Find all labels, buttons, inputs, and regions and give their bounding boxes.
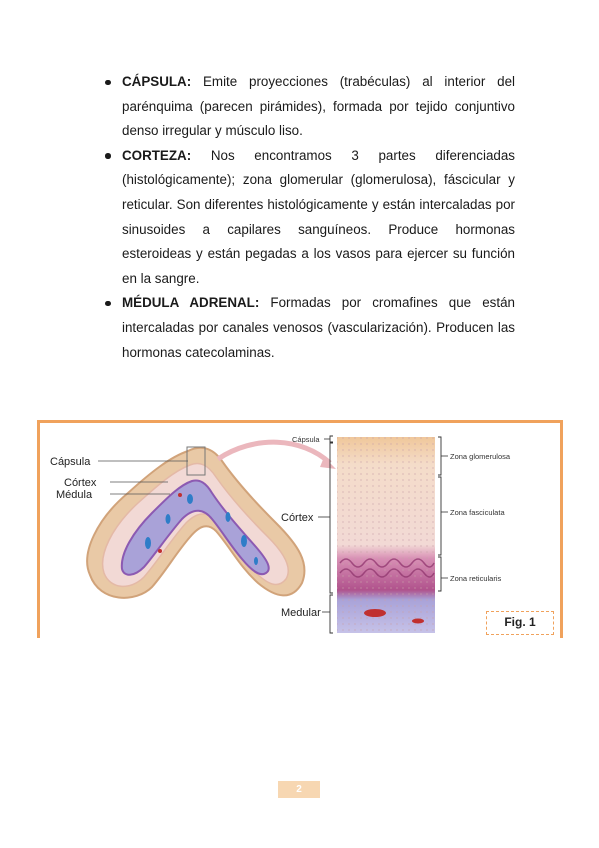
label-medula-left: Médula: [56, 489, 93, 501]
bullet-dot: [105, 301, 111, 307]
bracket-capsula: [330, 436, 333, 442]
medullary-vessel: [412, 619, 424, 624]
vessel: [178, 493, 182, 497]
vein: [226, 512, 231, 522]
bullet-text: Emite proyecciones (trabéculas) al interior del parénquima (parecen pirámides), formada por tejido conjuntivo denso irregular y músculo liso.: [122, 74, 515, 139]
bracket-fasciculata: [438, 477, 441, 555]
figure-caption: Fig. 1: [486, 611, 554, 635]
page-number: 2: [278, 781, 320, 798]
adrenal-figure: [37, 420, 563, 638]
label-zona-glomerulosa: Zona glomerulosa: [450, 452, 511, 461]
vein: [187, 494, 193, 504]
bullet-medula: [102, 291, 515, 365]
bracket-glomerulosa: [438, 437, 441, 475]
bullet-list: [102, 70, 515, 365]
label-medular: Medular: [281, 607, 321, 619]
bullet-text: Nos encontramos 3 partes diferenciadas (histológicamente); zona glomerular (glomerulosa), fáscicular y reticular. Son diferentes histológicamente y están intercaladas por sinusoides a capilares sanguíneos. Produce hormonas esteroideas y están pegadas a los vasos para ejercer su función en la sangre.: [122, 147, 515, 286]
bullet-term: CORTEZA:: [122, 147, 192, 163]
bracket-reticularis: [438, 557, 441, 591]
zoom-arrow: [218, 442, 330, 463]
bullet-dot: [105, 80, 111, 86]
medullary-vessel: [364, 609, 386, 617]
adrenal-illustration: [40, 423, 560, 641]
bullet-corteza: [102, 144, 515, 292]
bullet-text: Formadas por cromafines que están intercaladas por canales venosos (vascularización). Producen las hormonas catecolaminas.: [122, 295, 515, 360]
vein: [254, 557, 258, 565]
vessel: [158, 549, 162, 553]
label-capsula-right: Cápsula: [292, 435, 320, 444]
bullet-term: MÉDULA ADRENAL:: [122, 295, 260, 311]
vein: [145, 537, 151, 549]
vein: [241, 535, 247, 547]
bullet-term: CÁPSULA:: [122, 74, 192, 89]
label-capsula-left: Cápsula: [50, 456, 91, 468]
label-cortex-left: Córtex: [64, 477, 97, 489]
bullet-dot: [105, 153, 111, 159]
bullet-capsula: [102, 70, 515, 144]
vein: [166, 514, 171, 524]
histology-texture: [337, 437, 435, 633]
label-cortex-right: Córtex: [281, 512, 314, 524]
bracket-medular: [330, 595, 333, 633]
label-zona-reticularis: Zona reticularis: [450, 574, 502, 583]
label-zona-fasciculata: Zona fasciculata: [450, 508, 505, 517]
